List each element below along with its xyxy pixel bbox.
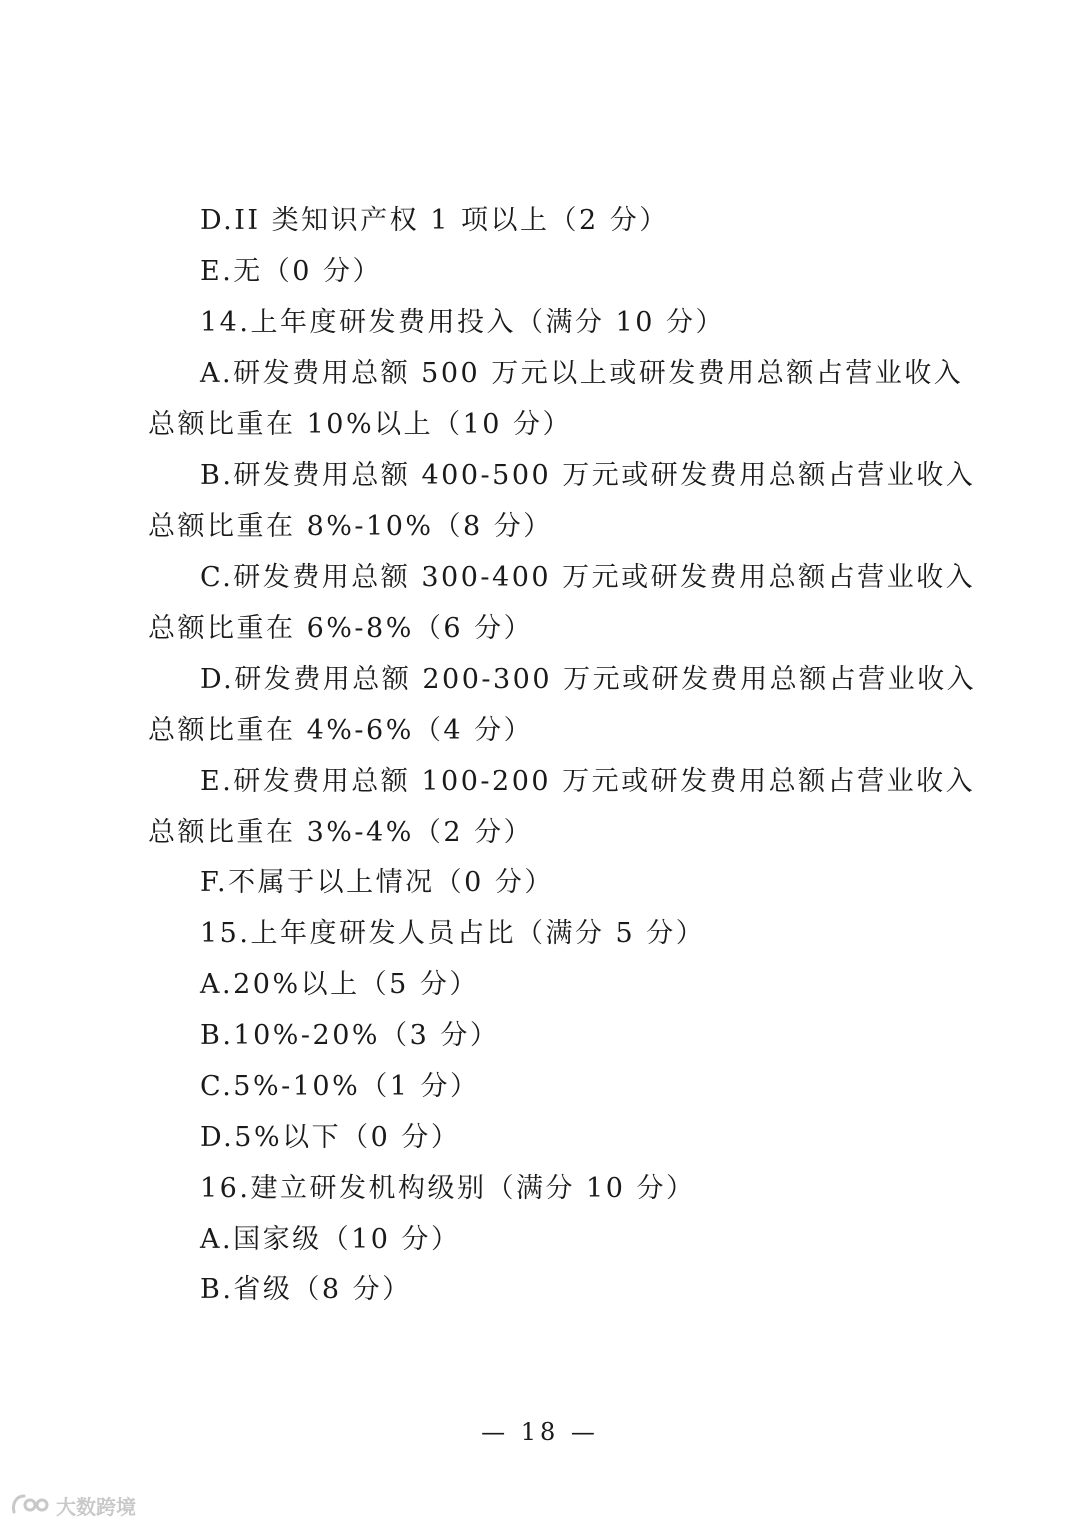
option-line: D.5%以下（0 分）	[200, 1122, 461, 1153]
option-continuation: 总额比重在 10%以上（10 分）	[148, 409, 573, 440]
option-line: A.20%以上（5 分）	[200, 969, 479, 1000]
option-line: E.无（0 分）	[200, 256, 383, 287]
option-line: D.研发费用总额 200-300 万元或研发费用总额占营业收入	[200, 664, 977, 695]
option-continuation: 总额比重在 6%-8%（6 分）	[148, 613, 534, 644]
watermark	[10, 1490, 136, 1520]
option-line: A.研发费用总额 500 万元以上或研发费用总额占营业收入	[200, 358, 964, 389]
option-line: C.研发费用总额 300-400 万元或研发费用总额占营业收入	[200, 562, 976, 593]
option-line: E.研发费用总额 100-200 万元或研发费用总额占营业收入	[200, 766, 976, 797]
option-line: B.省级（8 分）	[200, 1274, 412, 1305]
option-line: C.5%-10%（1 分）	[200, 1071, 480, 1102]
option-line: B.10%-20%（3 分）	[200, 1020, 500, 1051]
option-line: F.不属于以上情况（0 分）	[200, 867, 554, 898]
logo-icon	[10, 1492, 50, 1518]
question-title: 15.上年度研发人员占比（满分 5 分）	[200, 918, 706, 949]
question-title: 16.建立研发机构级别（满分 10 分）	[200, 1173, 696, 1204]
question-title: 14.上年度研发费用投入（满分 10 分）	[200, 307, 725, 338]
option-continuation: 总额比重在 4%-6%（4 分）	[148, 715, 534, 746]
option-line: D.II 类知识产权 1 项以上（2 分）	[200, 205, 669, 236]
option-continuation: 总额比重在 3%-4%（2 分）	[148, 817, 534, 848]
page-number: — 18 —	[481, 1418, 599, 1446]
option-continuation: 总额比重在 8%-10%（8 分）	[148, 511, 553, 542]
option-line: A.国家级（10 分）	[200, 1224, 461, 1255]
watermark-text: 大数跨境	[56, 1494, 136, 1519]
option-line: B.研发费用总额 400-500 万元或研发费用总额占营业收入	[200, 460, 976, 491]
